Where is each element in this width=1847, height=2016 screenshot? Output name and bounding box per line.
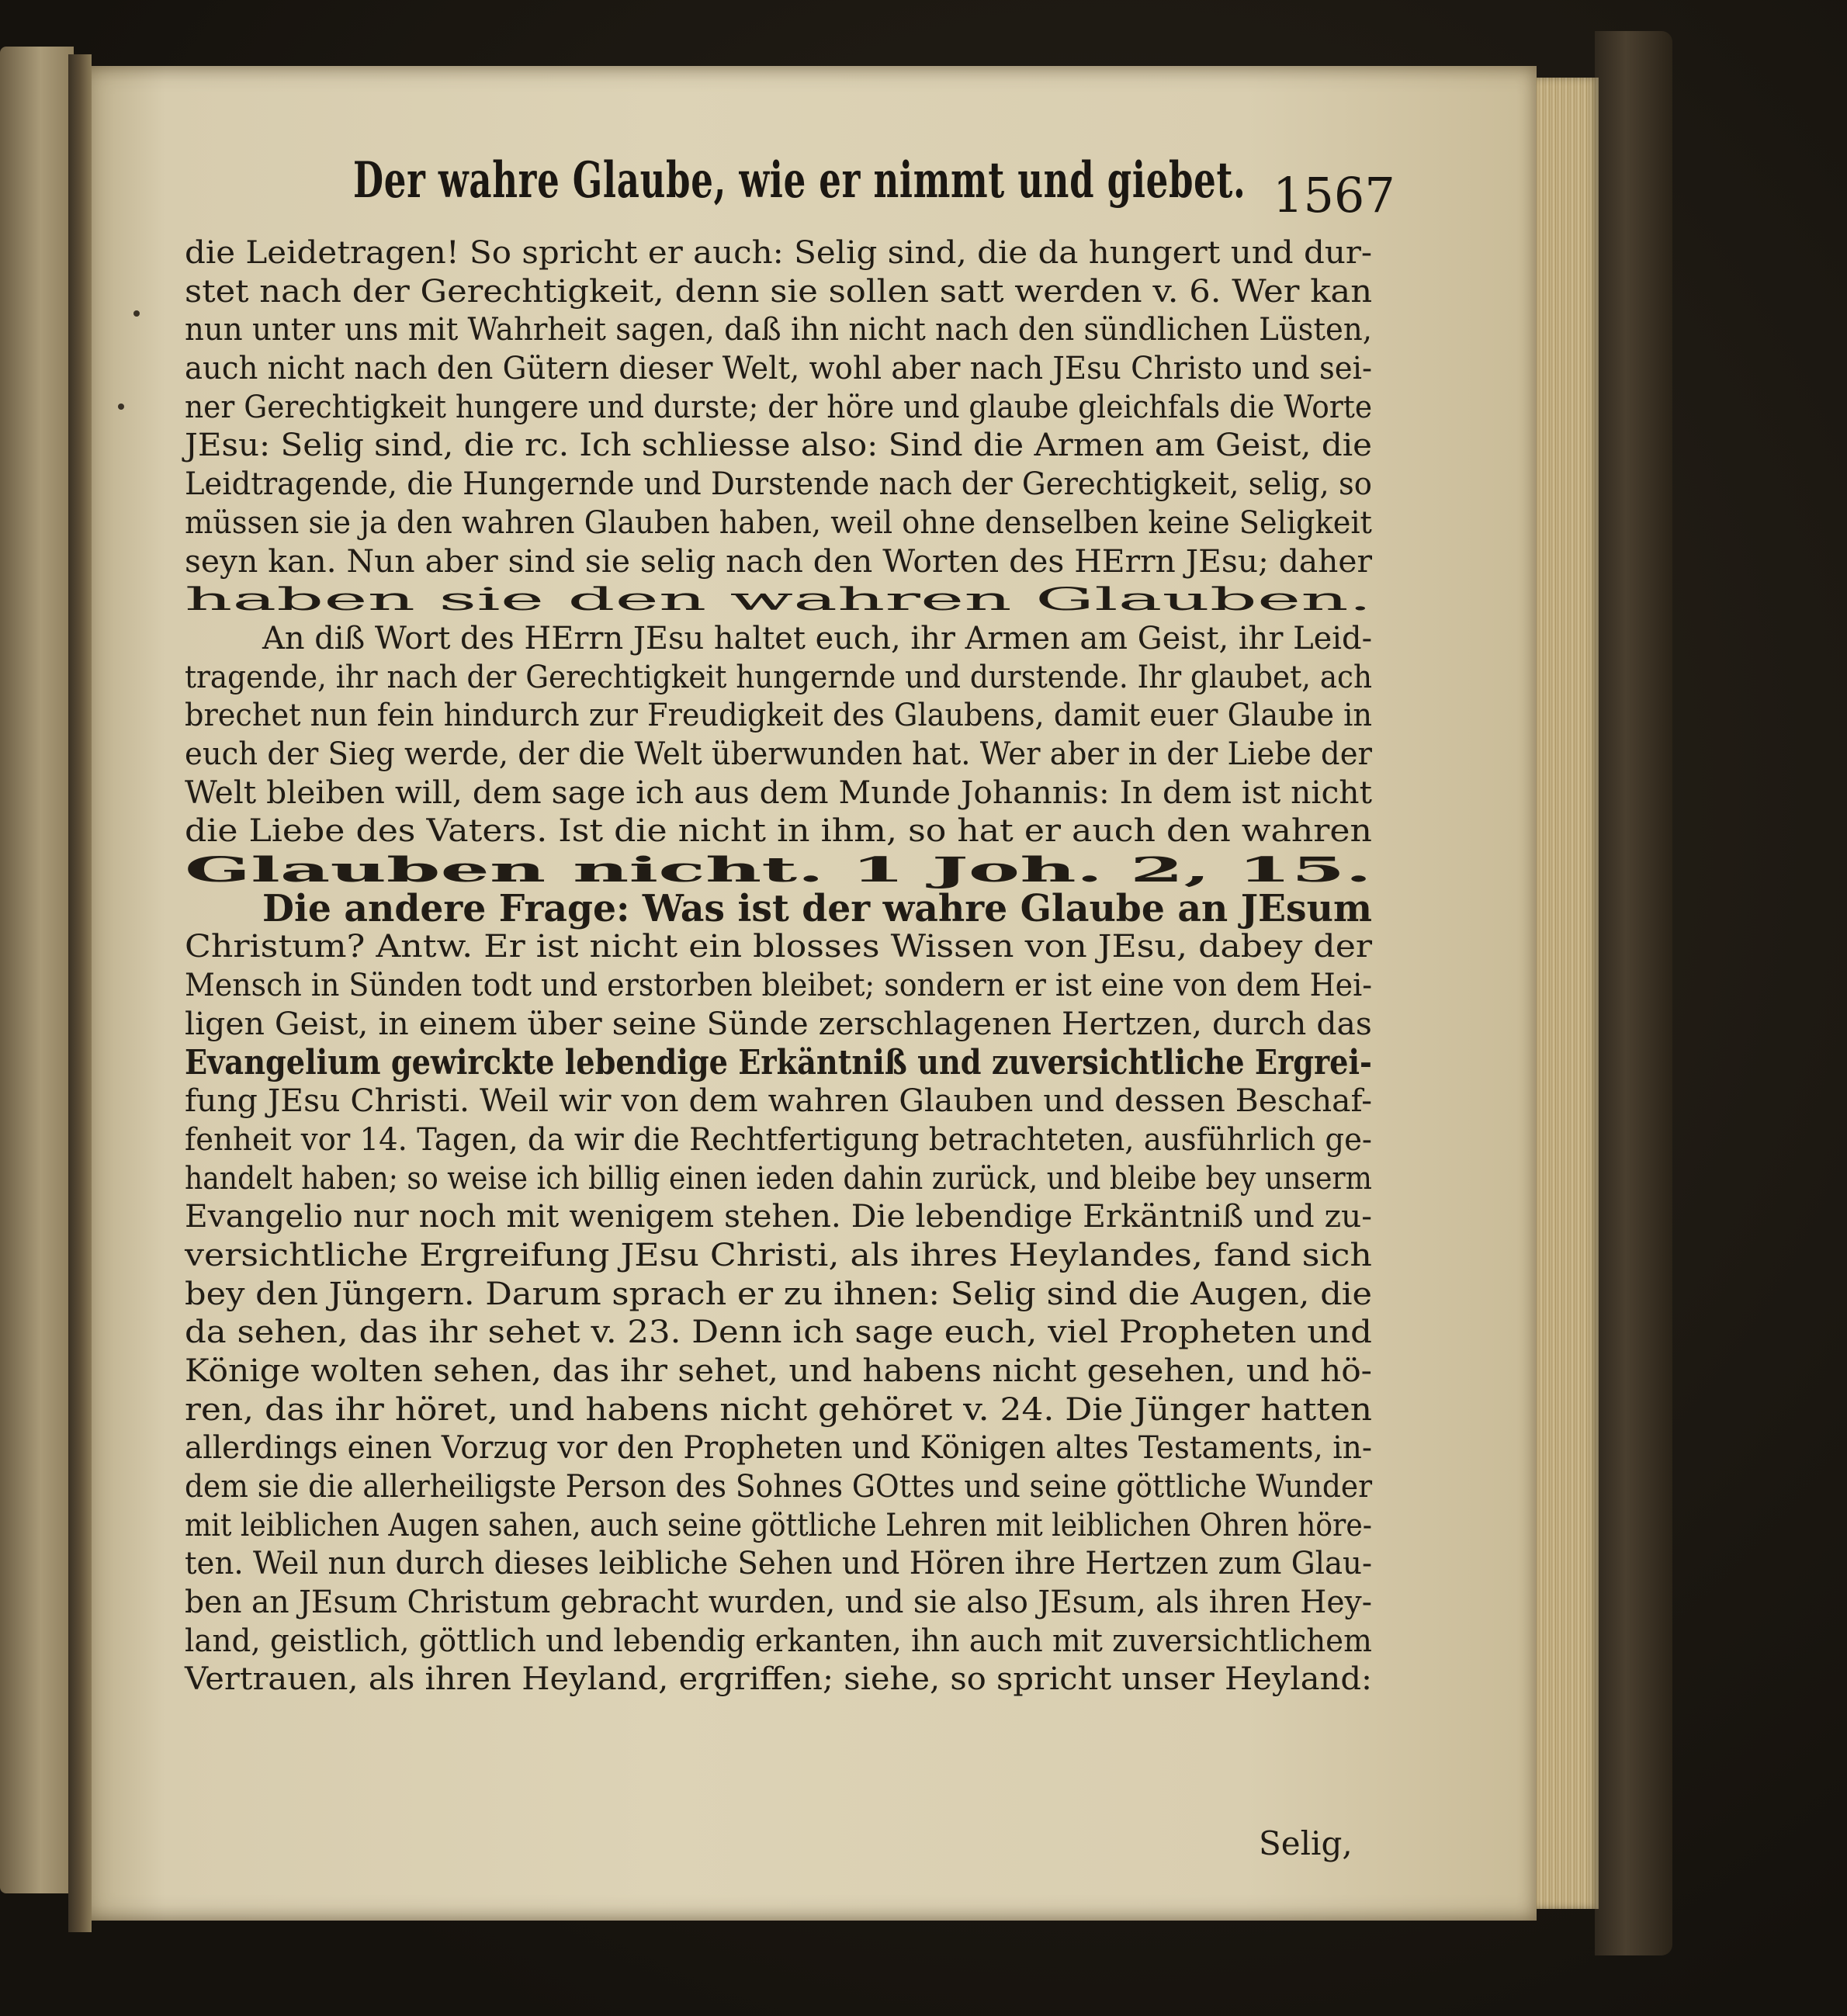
text-line: handelt haben; so weise ich billig einen ieden dahin zurück, und bleibe bey unserm [185,1160,1372,1197]
text-line: brechet nun fein hindurch zur Freudigkeit des Glaubens, damit euer Glaube in [185,698,1373,734]
text-line: Glauben nicht. 1 Joh. 2, 15. [185,850,1372,890]
text-line: haben sie den wahren Glauben. [185,582,1372,618]
book-cover [1595,31,1672,1955]
body-text [185,234,1372,1699]
margin-mark [133,310,140,317]
text-line: ligen Geist, in einem über seine Sünde zerschlagenen Hertzen, durch das [185,1006,1372,1042]
text-line: Christum? Antw. Er ist nicht ein blosses Wissen von JEsu, dabey der [185,929,1373,965]
margin-mark [118,404,124,410]
text-line: fung JEsu Christi. Weil wir von dem wahren Glauben und dessen Beschaf- [185,1083,1373,1120]
text-line: land, geistlich, göttlich und lebendig erkanten, ihn auch mit zuversichtlichem [185,1623,1372,1659]
text-line: An diß Wort des HErrn JEsu haltet euch, ihr Armen am Geist, ihr Leid- [262,620,1373,656]
text-line: müssen sie ja den wahren Glauben haben, weil ohne denselben keine Seligkeit [185,504,1372,541]
text-line: bey den Jüngern. Darum sprach er zu ihnen: Selig sind die Augen, die [185,1276,1373,1312]
text-line: nun unter uns mit Wahrheit sagen, daß ihn nicht nach den sündlichen Lüsten, [185,312,1373,348]
text-line: Mensch in Sünden todt und erstorben bleibet; sondern er ist eine von dem Hei- [185,968,1373,1004]
text-line: ben an JEsum Christum gebracht wurden, und sie also JEsum, als ihren Hey- [185,1585,1372,1621]
text-line: die Leidetragen! So spricht er auch: Selig sind, die da hungert und dur- [185,235,1373,271]
text-line: Könige wolten sehen, das ihr sehet, und habens nicht gesehen, und hö- [185,1353,1372,1389]
text-line: stet nach der Gerechtigkeit, denn sie sollen satt werden v. 6. Wer kan [185,273,1373,310]
text-line: allerdings einen Vorzug vor den Propheten und Königen altes Testaments, in- [185,1430,1372,1467]
text-line: versichtliche Ergreifung JEsu Christi, als ihres Heylandes, fand sich [185,1237,1372,1273]
text-line: Evangelium gewirckte lebendige Erkäntniß und zuversichtliche Ergrei- [185,1043,1372,1083]
left-page-edge [0,47,74,1893]
catchword: Selig, [1259,1824,1353,1862]
text-line: dem sie die allerheiligste Person des Sohnes GOttes und seine göttliche Wunder [185,1469,1373,1505]
text-line: ren, das ihr höret, und habens nicht gehöret v. 24. Die Jünger hatten [185,1391,1373,1428]
text-line: ner Gerechtigkeit hungere und durste; der höre und glaube gleichfals die Worte [185,389,1373,425]
book-gutter [68,54,92,1932]
page-number: 1567 [1273,167,1395,223]
text-line: ten. Weil nun durch dieses leibliche Sehen und Hören ihre Hertzen zum Glau- [185,1546,1373,1582]
running-title: Der wahre Glaube, wie er nimmt und giebet. [353,151,1246,210]
text-line: auch nicht nach den Gütern dieser Welt, wohl aber nach JEsu Christo und sei- [185,351,1373,387]
question-heading: Die andere Frage: Was ist der wahre Glaube an JEsum [262,886,1372,930]
text-line: Evangelio nur noch mit wenigem stehen. Die lebendige Erkäntniß und zu- [185,1199,1372,1235]
text-line: tragende, ihr nach der Gerechtigkeit hungernde und durstende. Ihr glaubet, ach [185,659,1372,695]
text-line: Leidtragende, die Hungernde und Durstende nach der Gerechtigkeit, selig, so [185,466,1372,503]
text-line: die Liebe des Vaters. Ist die nicht in ihm, so hat er auch den wahren [185,813,1372,850]
text-line: da sehen, das ihr sehet v. 23. Denn ich sage euch, viel Propheten und [185,1315,1372,1351]
text-line: Vertrauen, als ihren Heyland, ergriffen; siehe, so spricht unser Heyland: [185,1661,1372,1698]
text-line: euch der Sieg werde, der die Welt überwunden hat. Wer aber in der Liebe der [185,736,1372,772]
text-line: seyn kan. Nun aber sind sie selig nach den Worten des HErrn JEsu; daher [185,543,1373,580]
text-line: fenheit vor 14. Tagen, da wir die Rechtfertigung betrachteten, ausführlich ge- [185,1121,1372,1158]
text-line: mit leiblichen Augen sahen, auch seine göttliche Lehren mit leiblichen Ohren höre- [185,1507,1372,1543]
text-line: JEsu: Selig sind, die rc. Ich schliesse also: Sind die Armen am Geist, die [185,428,1372,464]
text-line: Welt bleiben will, dem sage ich aus dem Munde Johannis: In dem ist nicht [185,774,1372,811]
